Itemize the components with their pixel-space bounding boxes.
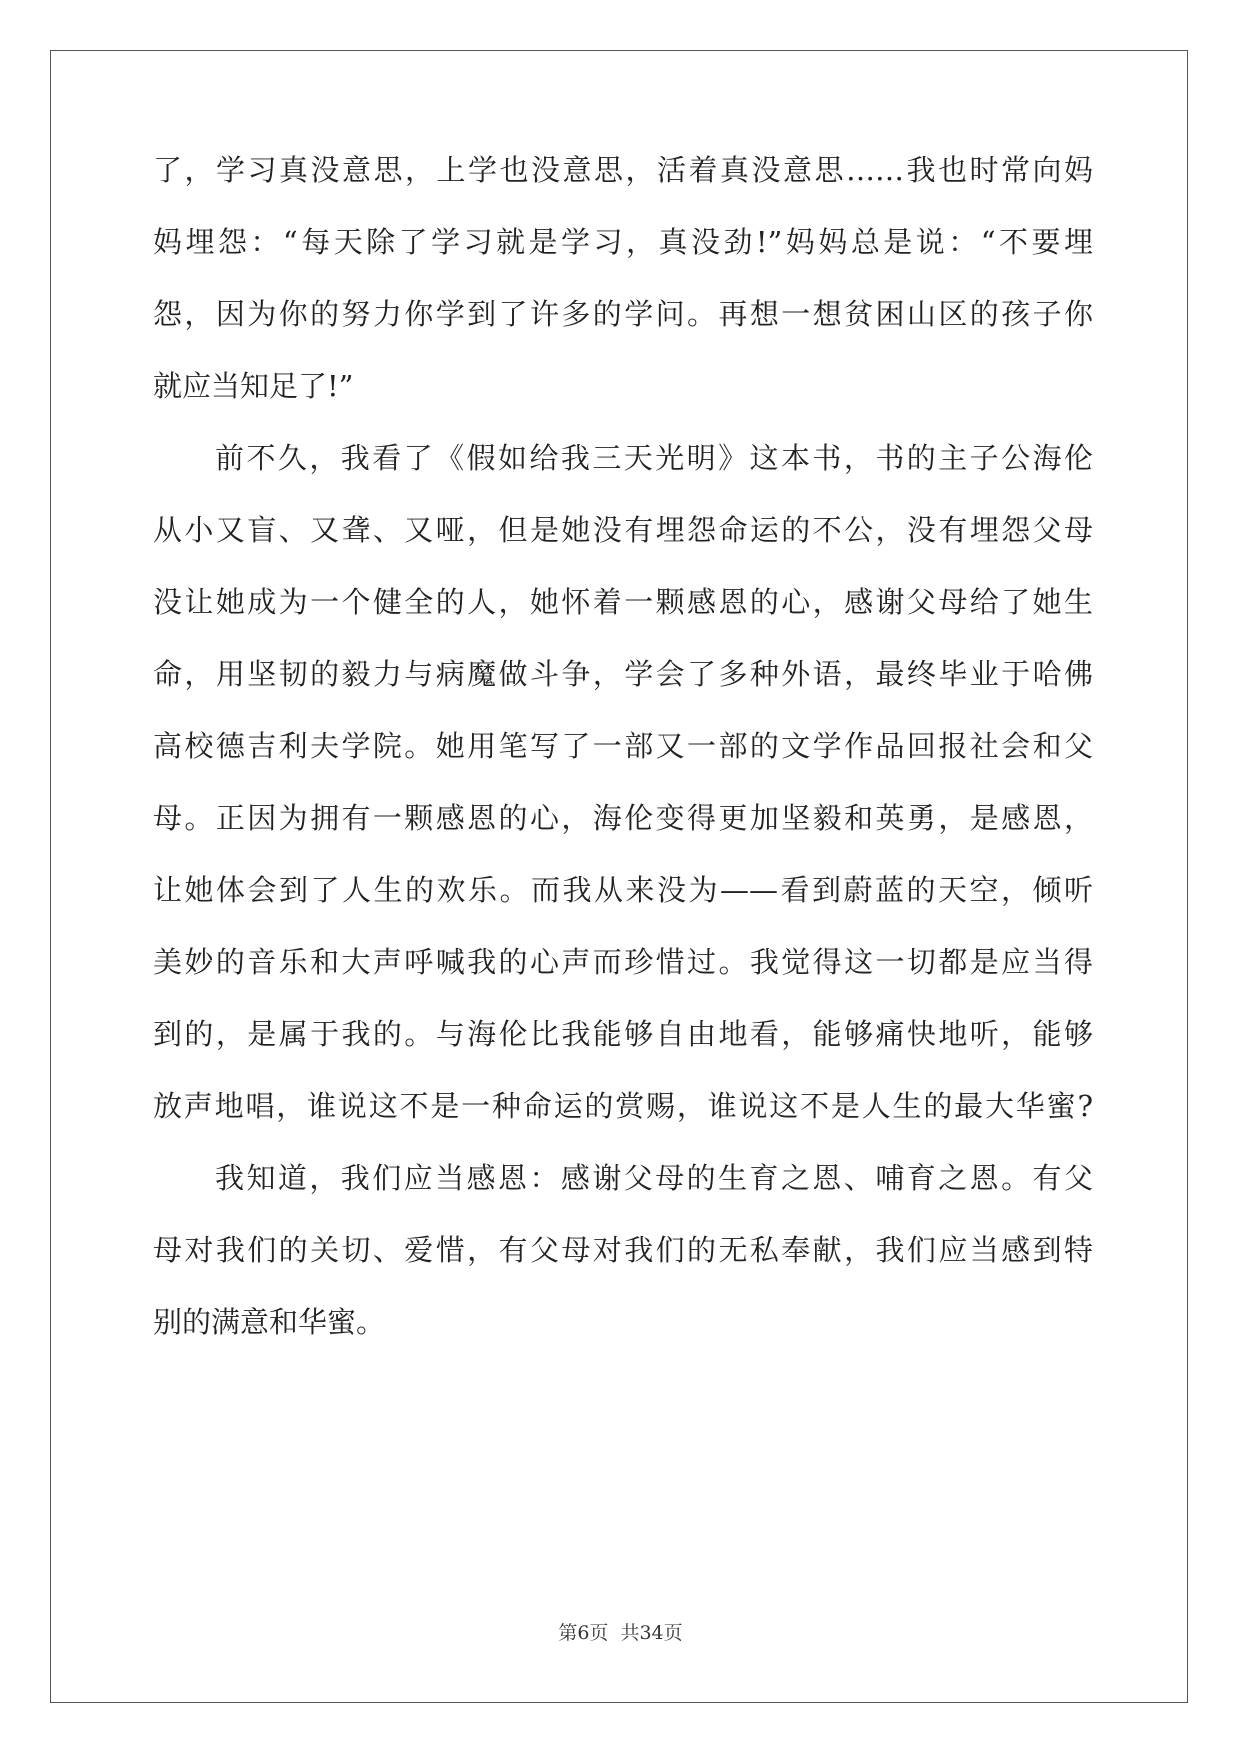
text-line: 命，用坚韧的毅力与病魔做斗争，学会了多种外语，最终毕业于哈佛 — [153, 657, 1093, 691]
page-number: 第6页 — [558, 1622, 609, 1644]
text-line: 到的，是属于我的。与海伦比我能够自由地看，能够痛快地听，能够 — [153, 1017, 1093, 1051]
text-line: 母。正因为拥有一颗感恩的心，海伦变得更加坚毅和英勇，是感恩， — [153, 801, 1093, 835]
text-line: 前不久，我看了《假如给我三天光明》这本书，书的主子公海伦 — [215, 441, 1093, 475]
text-line: 了，学习真没意思，上学也没意思，活着真没意思……我也时常向妈 — [153, 153, 1093, 187]
text-line: 美妙的音乐和大声呼喊我的心声而珍惜过。我觉得这一切都是应当得 — [153, 945, 1093, 979]
text-line: 高校德吉利夫学院。她用笔写了一部又一部的文学作品回报社会和父 — [153, 729, 1093, 763]
page-total: 共34页 — [620, 1622, 683, 1644]
page-footer — [0, 1618, 1241, 1645]
text-line: 别的满意和华蜜。 — [153, 1305, 386, 1339]
text-line: 从小又盲、又聋、又哑，但是她没有埋怨命运的不公，没有埋怨父母 — [153, 513, 1093, 547]
text-line: 怨，因为你的努力你学到了许多的学问。再想一想贫困山区的孩子你 — [153, 297, 1093, 331]
text-line: 让她体会到了人生的欢乐。而我从来没为——看到蔚蓝的天空，倾听 — [153, 873, 1093, 907]
text-line: 没让她成为一个健全的人，她怀着一颗感恩的心，感谢父母给了她生 — [153, 585, 1093, 619]
text-line: 母对我们的关切、爱惜，有父母对我们的无私奉献，我们应当感到特 — [153, 1233, 1093, 1267]
text-line: 我知道，我们应当感恩：感谢父母的生育之恩、哺育之恩。有父 — [215, 1161, 1093, 1195]
text-line: 放声地唱，谁说这不是一种命运的赏赐，谁说这不是人生的最大华蜜? — [153, 1089, 1093, 1123]
text-line: 妈埋怨：“每天除了学习就是学习，真没劲!”妈妈总是说：“不要埋 — [153, 225, 1093, 259]
text-line: 就应当知足了!” — [153, 369, 354, 403]
